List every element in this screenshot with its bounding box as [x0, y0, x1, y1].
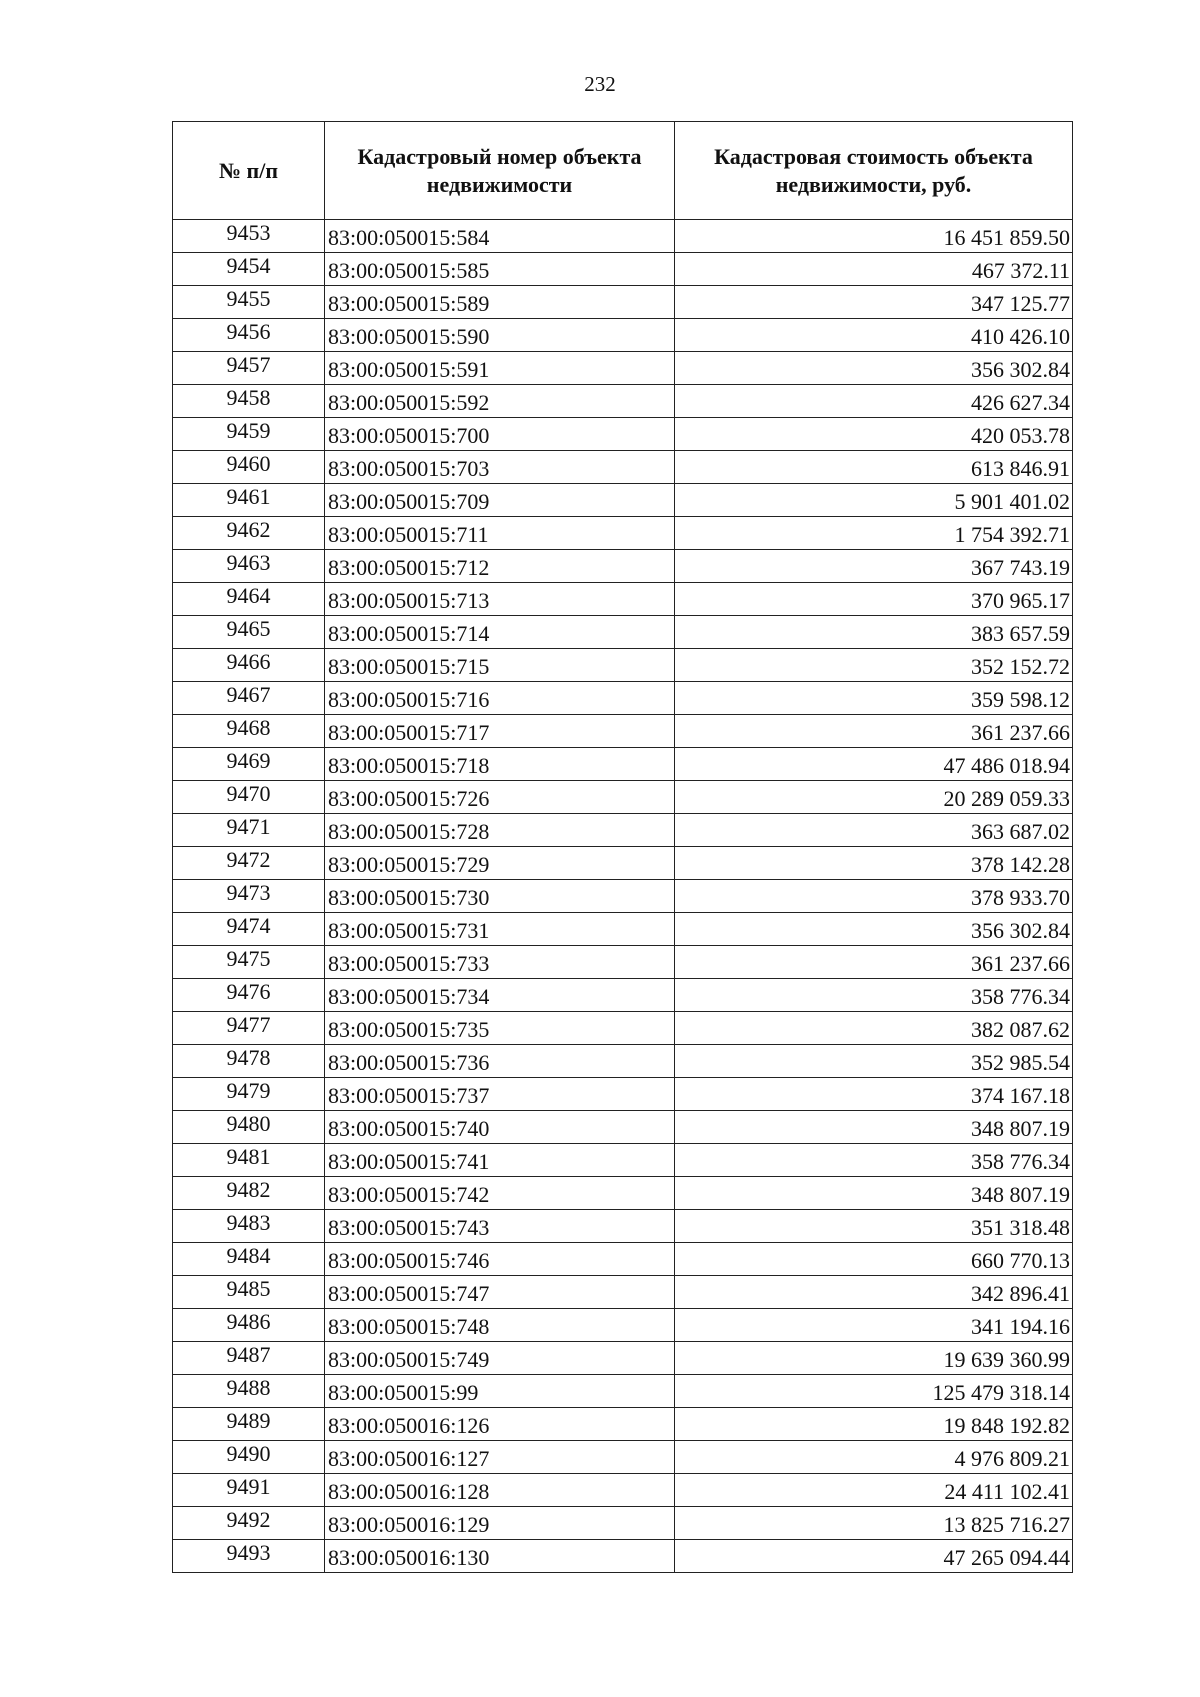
row-number-cell: 9486	[173, 1309, 325, 1342]
row-number-cell: 9474	[173, 913, 325, 946]
row-number-cell: 9489	[173, 1408, 325, 1441]
cadastral-value-cell: 352 985.54	[675, 1045, 1073, 1078]
table-row	[173, 1540, 1073, 1573]
row-number-cell: 9456	[173, 319, 325, 352]
row-number-cell: 9464	[173, 583, 325, 616]
row-number-cell: 9465	[173, 616, 325, 649]
row-number-cell: 9460	[173, 451, 325, 484]
page-number: 232	[584, 72, 616, 96]
cadastral-number-cell: 83:00:050015:726	[325, 781, 675, 814]
cadastral-value-cell: 19 848 192.82	[675, 1408, 1073, 1441]
table-row	[173, 1243, 1073, 1276]
row-number-cell: 9475	[173, 946, 325, 979]
row-number-cell: 9454	[173, 253, 325, 286]
table-row	[173, 451, 1073, 484]
cadastral-value-cell: 358 776.34	[675, 1144, 1073, 1177]
table-row	[173, 715, 1073, 748]
cadastral-number-cell: 83:00:050015:591	[325, 352, 675, 385]
row-number-cell: 9478	[173, 1045, 325, 1078]
cadastral-value-cell: 4 976 809.21	[675, 1441, 1073, 1474]
table-row	[173, 220, 1073, 253]
cadastral-number-cell: 83:00:050015:585	[325, 253, 675, 286]
table-row	[173, 1012, 1073, 1045]
cadastral-number-cell: 83:00:050015:709	[325, 484, 675, 517]
cadastral-value-cell: 378 142.28	[675, 847, 1073, 880]
cadastral-number-cell: 83:00:050015:735	[325, 1012, 675, 1045]
table-row	[173, 319, 1073, 352]
cadastral-number-cell: 83:00:050015:703	[325, 451, 675, 484]
cadastral-value-cell: 367 743.19	[675, 550, 1073, 583]
cadastral-value-cell: 467 372.11	[675, 253, 1073, 286]
table-row	[173, 1210, 1073, 1243]
cadastral-value-table	[172, 121, 1073, 1573]
cadastral-number-cell: 83:00:050015:729	[325, 847, 675, 880]
table-row	[173, 253, 1073, 286]
cadastral-number-cell: 83:00:050015:737	[325, 1078, 675, 1111]
row-number-cell: 9471	[173, 814, 325, 847]
cadastral-number-cell: 83:00:050015:743	[325, 1210, 675, 1243]
header-row	[173, 122, 1073, 220]
cadastral-number-cell: 83:00:050015:736	[325, 1045, 675, 1078]
cadastral-value-cell: 356 302.84	[675, 913, 1073, 946]
table-row	[173, 1177, 1073, 1210]
table-row	[173, 748, 1073, 781]
cadastral-value-cell: 351 318.48	[675, 1210, 1073, 1243]
cadastral-number-cell: 83:00:050015:589	[325, 286, 675, 319]
cadastral-value-cell: 613 846.91	[675, 451, 1073, 484]
cadastral-number-cell: 83:00:050015:740	[325, 1111, 675, 1144]
cadastral-number-cell: 83:00:050016:128	[325, 1474, 675, 1507]
cadastral-number-cell: 83:00:050015:715	[325, 649, 675, 682]
cadastral-number-cell: 83:00:050015:746	[325, 1243, 675, 1276]
cadastral-number-cell: 83:00:050016:127	[325, 1441, 675, 1474]
cadastral-value-cell: 1 754 392.71	[675, 517, 1073, 550]
cadastral-number-cell: 83:00:050015:717	[325, 715, 675, 748]
table-row	[173, 1111, 1073, 1144]
cadastral-number-cell: 83:00:050015:99	[325, 1375, 675, 1408]
row-number-cell: 9470	[173, 781, 325, 814]
cadastral-number-cell: 83:00:050016:130	[325, 1540, 675, 1573]
cadastral-value-cell: 348 807.19	[675, 1177, 1073, 1210]
cadastral-number-cell: 83:00:050015:714	[325, 616, 675, 649]
cadastral-number-cell: 83:00:050015:713	[325, 583, 675, 616]
table-row	[173, 847, 1073, 880]
row-number-cell: 9472	[173, 847, 325, 880]
row-number-cell: 9491	[173, 1474, 325, 1507]
cadastral-number-cell: 83:00:050015:741	[325, 1144, 675, 1177]
cadastral-value-cell: 370 965.17	[675, 583, 1073, 616]
cadastral-number-cell: 83:00:050015:734	[325, 979, 675, 1012]
table-row	[173, 682, 1073, 715]
cadastral-value-cell: 382 087.62	[675, 1012, 1073, 1045]
cadastral-number-cell: 83:00:050015:590	[325, 319, 675, 352]
row-number-cell: 9462	[173, 517, 325, 550]
table-row	[173, 1342, 1073, 1375]
row-number-cell: 9469	[173, 748, 325, 781]
table-row	[173, 913, 1073, 946]
cadastral-number-cell: 83:00:050015:718	[325, 748, 675, 781]
table-row	[173, 1408, 1073, 1441]
table-body	[173, 220, 1073, 1573]
cadastral-value-cell: 358 776.34	[675, 979, 1073, 1012]
row-number-cell: 9467	[173, 682, 325, 715]
cadastral-number-cell: 83:00:050015:592	[325, 385, 675, 418]
table-row	[173, 286, 1073, 319]
cadastral-value-cell: 420 053.78	[675, 418, 1073, 451]
table-row	[173, 1375, 1073, 1408]
table-header	[173, 122, 1073, 220]
row-number-cell: 9481	[173, 1144, 325, 1177]
row-number-cell: 9485	[173, 1276, 325, 1309]
cadastral-value-cell: 378 933.70	[675, 880, 1073, 913]
cadastral-value-cell: 19 639 360.99	[675, 1342, 1073, 1375]
cadastral-number-cell: 83:00:050015:748	[325, 1309, 675, 1342]
cadastral-value-cell: 5 901 401.02	[675, 484, 1073, 517]
table-row	[173, 352, 1073, 385]
row-number-cell: 9476	[173, 979, 325, 1012]
row-number-cell: 9458	[173, 385, 325, 418]
cadastral-number-cell: 83:00:050015:730	[325, 880, 675, 913]
table-row	[173, 781, 1073, 814]
row-number-cell: 9453	[173, 220, 325, 253]
row-number-cell: 9483	[173, 1210, 325, 1243]
cadastral-number-cell: 83:00:050015:700	[325, 418, 675, 451]
cadastral-value-cell: 660 770.13	[675, 1243, 1073, 1276]
row-number-cell: 9457	[173, 352, 325, 385]
cadastral-value-cell: 47 486 018.94	[675, 748, 1073, 781]
table-row	[173, 1507, 1073, 1540]
table-row	[173, 814, 1073, 847]
cadastral-value-cell: 24 411 102.41	[675, 1474, 1073, 1507]
table-row	[173, 484, 1073, 517]
cadastral-number-cell: 83:00:050015:712	[325, 550, 675, 583]
table-row	[173, 946, 1073, 979]
table-row	[173, 616, 1073, 649]
cadastral-value-cell: 16 451 859.50	[675, 220, 1073, 253]
row-number-cell: 9468	[173, 715, 325, 748]
cadastral-number-cell: 83:00:050015:747	[325, 1276, 675, 1309]
header-cadastral-number: Кадастровый номер объекта недвижимости	[325, 122, 675, 220]
row-number-cell: 9488	[173, 1375, 325, 1408]
row-number-cell: 9479	[173, 1078, 325, 1111]
cadastral-value-cell: 363 687.02	[675, 814, 1073, 847]
cadastral-number-cell: 83:00:050015:733	[325, 946, 675, 979]
cadastral-number-cell: 83:00:050015:749	[325, 1342, 675, 1375]
cadastral-value-cell: 359 598.12	[675, 682, 1073, 715]
table-row	[173, 649, 1073, 682]
table-row	[173, 1441, 1073, 1474]
table-row	[173, 1078, 1073, 1111]
cadastral-number-cell: 83:00:050015:716	[325, 682, 675, 715]
cadastral-value-cell: 383 657.59	[675, 616, 1073, 649]
row-number-cell: 9459	[173, 418, 325, 451]
cadastral-value-cell: 342 896.41	[675, 1276, 1073, 1309]
table-row	[173, 1144, 1073, 1177]
table-row	[173, 979, 1073, 1012]
table-row	[173, 385, 1073, 418]
row-number-cell: 9466	[173, 649, 325, 682]
cadastral-value-cell: 125 479 318.14	[675, 1375, 1073, 1408]
row-number-cell: 9493	[173, 1540, 325, 1573]
cadastral-number-cell: 83:00:050015:584	[325, 220, 675, 253]
cadastral-number-cell: 83:00:050015:728	[325, 814, 675, 847]
row-number-cell: 9492	[173, 1507, 325, 1540]
row-number-cell: 9490	[173, 1441, 325, 1474]
table-row	[173, 1045, 1073, 1078]
row-number-cell: 9484	[173, 1243, 325, 1276]
table-row	[173, 1276, 1073, 1309]
table-row	[173, 880, 1073, 913]
cadastral-number-cell: 83:00:050015:731	[325, 913, 675, 946]
cadastral-value-cell: 347 125.77	[675, 286, 1073, 319]
cadastral-number-cell: 83:00:050015:742	[325, 1177, 675, 1210]
table-row	[173, 517, 1073, 550]
cadastral-value-cell: 374 167.18	[675, 1078, 1073, 1111]
table-row	[173, 583, 1073, 616]
cadastral-value-cell: 356 302.84	[675, 352, 1073, 385]
cadastral-value-cell: 426 627.34	[675, 385, 1073, 418]
row-number-cell: 9473	[173, 880, 325, 913]
cadastral-value-cell: 13 825 716.27	[675, 1507, 1073, 1540]
cadastral-value-cell: 341 194.16	[675, 1309, 1073, 1342]
row-number-cell: 9482	[173, 1177, 325, 1210]
header-cadastral-value: Кадастровая стоимость объекта недвижимости, руб.	[675, 122, 1073, 220]
table-row	[173, 550, 1073, 583]
header-row-number: № п/п	[173, 122, 325, 220]
cadastral-value-cell: 47 265 094.44	[675, 1540, 1073, 1573]
row-number-cell: 9455	[173, 286, 325, 319]
table-row	[173, 418, 1073, 451]
cadastral-number-cell: 83:00:050016:129	[325, 1507, 675, 1540]
cadastral-value-cell: 410 426.10	[675, 319, 1073, 352]
table-row	[173, 1474, 1073, 1507]
row-number-cell: 9480	[173, 1111, 325, 1144]
row-number-cell: 9461	[173, 484, 325, 517]
cadastral-value-cell: 361 237.66	[675, 946, 1073, 979]
cadastral-value-cell: 352 152.72	[675, 649, 1073, 682]
cadastral-value-cell: 348 807.19	[675, 1111, 1073, 1144]
cadastral-value-cell: 361 237.66	[675, 715, 1073, 748]
row-number-cell: 9463	[173, 550, 325, 583]
cadastral-value-cell: 20 289 059.33	[675, 781, 1073, 814]
table-row	[173, 1309, 1073, 1342]
cadastral-number-cell: 83:00:050015:711	[325, 517, 675, 550]
row-number-cell: 9477	[173, 1012, 325, 1045]
cadastral-number-cell: 83:00:050016:126	[325, 1408, 675, 1441]
row-number-cell: 9487	[173, 1342, 325, 1375]
